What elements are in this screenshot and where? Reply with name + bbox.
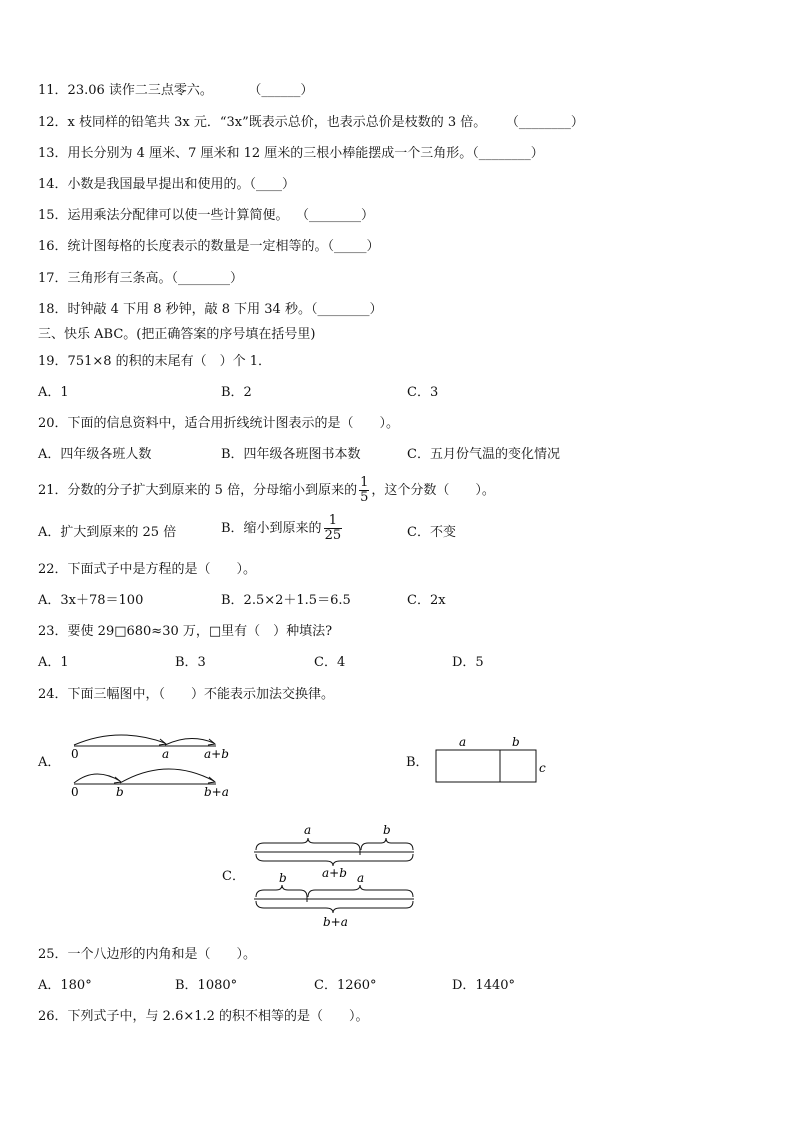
- option-a[interactable]: A．四年级各班人数: [38, 447, 152, 462]
- section-heading: 三、快乐 ABC。(把正确答案的序号填在括号里): [38, 327, 316, 342]
- option-b[interactable]: B．2.5×2＋1.5＝6.5: [221, 593, 351, 608]
- segment-label-a: a: [357, 871, 365, 885]
- side-label-a: a: [459, 735, 467, 749]
- answer-blank[interactable]: （_____）: [327, 239, 380, 254]
- fraction: [359, 476, 369, 505]
- question-text: 18．时钟敲 4 下用 8 秒钟，敲 8 下用 34 秒。: [38, 302, 311, 317]
- figure-a-label[interactable]: A．: [38, 755, 61, 770]
- question-16: [38, 239, 380, 255]
- option-a[interactable]: A．1: [38, 655, 69, 670]
- option-text: B．缩小到原来的: [221, 521, 322, 536]
- question-text: 21．分数的分子扩大到原来的 5 倍，分母缩小到原来的: [38, 483, 358, 498]
- question-14: [38, 177, 295, 193]
- question-text: 11．23.06 读作二三点零六。: [38, 83, 213, 98]
- question-text: 14．小数是我国最早提出和使用的。: [38, 177, 250, 192]
- answer-blank[interactable]: （________）: [512, 115, 584, 130]
- option-b[interactable]: B．1080°: [175, 978, 238, 993]
- side-label-b: b: [512, 735, 520, 749]
- answer-blank[interactable]: （______）: [254, 83, 314, 98]
- question-19: 19．751×8 的积的末尾有（ ）个 1．: [38, 354, 272, 369]
- question-18: [38, 302, 382, 318]
- tick-label-a-plus-b: a+b: [204, 747, 229, 761]
- fraction: [324, 514, 343, 543]
- question-22: 22．下面式子中是方程的是（ ）。: [38, 562, 257, 577]
- question-20: 20．下面的信息资料中，适合用折线统计图表示的是（ ）。: [38, 416, 400, 431]
- option-d[interactable]: D．1440°: [452, 978, 516, 993]
- side-label-c: c: [539, 761, 546, 775]
- figure-c-label[interactable]: C．: [222, 869, 245, 884]
- rectangle-figure: [430, 733, 555, 785]
- option-b[interactable]: B．四年级各班图书本数: [221, 447, 361, 462]
- question-15: [38, 208, 374, 224]
- question-25: 25．一个八边形的内角和是（ ）。: [38, 947, 257, 962]
- answer-blank[interactable]: （________）: [302, 208, 375, 223]
- question-24: 24．下面三幅图中，（ ）不能表示加法交换律。: [38, 687, 335, 702]
- fraction-denominator: 5: [360, 490, 369, 505]
- total-label-a-plus-b: a+b: [322, 866, 347, 880]
- question-23: 23．要使 29□680≈30 万，□里有（ ）种填法?: [38, 624, 333, 639]
- question-text: 15．运用乘法分配律可以使一些计算简便。: [38, 208, 289, 223]
- tick-label-b: b: [116, 785, 124, 799]
- option-d[interactable]: D．5: [452, 655, 484, 670]
- tick-label-zero: 0: [71, 747, 79, 761]
- question-text: 13．用长分别为 4 厘米、7 厘米和 12 厘米的三根小棒能摆成一个三角形。: [38, 146, 473, 161]
- question-21: [38, 476, 495, 506]
- tick-label-a: a: [162, 747, 170, 761]
- option-c[interactable]: C．3: [407, 385, 439, 400]
- question-11: [38, 83, 313, 99]
- option-c[interactable]: C．1260°: [314, 978, 377, 993]
- number-line-figure: [60, 724, 240, 802]
- option-b[interactable]: B．3: [175, 655, 206, 670]
- fraction-numerator: 1: [360, 475, 369, 490]
- fraction-denominator: 25: [324, 528, 342, 543]
- question-13: [38, 146, 544, 162]
- option-b[interactable]: [221, 514, 344, 544]
- answer-blank[interactable]: （________）: [472, 146, 544, 161]
- figure-b-label[interactable]: B．: [406, 755, 429, 770]
- segment-label-a: a: [304, 823, 312, 837]
- question-12: [38, 115, 584, 131]
- segment-label-b: b: [279, 871, 287, 885]
- answer-blank[interactable]: （________）: [171, 271, 244, 286]
- option-c[interactable]: C．2x: [407, 593, 446, 608]
- option-a[interactable]: A．180°: [38, 978, 92, 993]
- question-text: 16．统计图每格的长度表示的数量是一定相等的。: [38, 239, 328, 254]
- question-text: 17．三角形有三条高。: [38, 271, 172, 286]
- segment-label-b: b: [383, 823, 391, 837]
- brace-segment-figure: [250, 820, 420, 932]
- tick-label-b-plus-a: b+a: [204, 785, 229, 799]
- fraction-numerator: 1: [324, 514, 343, 529]
- option-c[interactable]: C．不变: [407, 525, 456, 540]
- option-a[interactable]: A．扩大到原来的 25 倍: [38, 525, 177, 540]
- question-17: [38, 271, 243, 287]
- option-b[interactable]: B．2: [221, 385, 252, 400]
- question-text: 12．x 枝同样的铅笔共 3x 元．“3x”既表示总价，也表示总价是枝数的 3 倍。: [38, 115, 487, 130]
- total-label-b-plus-a: b+a: [323, 915, 348, 929]
- option-c[interactable]: C．五月份气温的变化情况: [407, 447, 560, 462]
- option-a[interactable]: A．1: [38, 385, 69, 400]
- answer-blank[interactable]: （____）: [249, 177, 296, 192]
- option-c[interactable]: C．4: [314, 655, 346, 670]
- question-26: 26．下列式子中，与 2.6×1.2 的积不相等的是（ ）。: [38, 1009, 369, 1024]
- answer-blank[interactable]: （________）: [310, 302, 383, 317]
- option-a[interactable]: A．3x＋78＝100: [38, 593, 144, 608]
- question-text: ，这个分数（ ）。: [371, 483, 495, 498]
- tick-label-zero: 0: [71, 785, 79, 799]
